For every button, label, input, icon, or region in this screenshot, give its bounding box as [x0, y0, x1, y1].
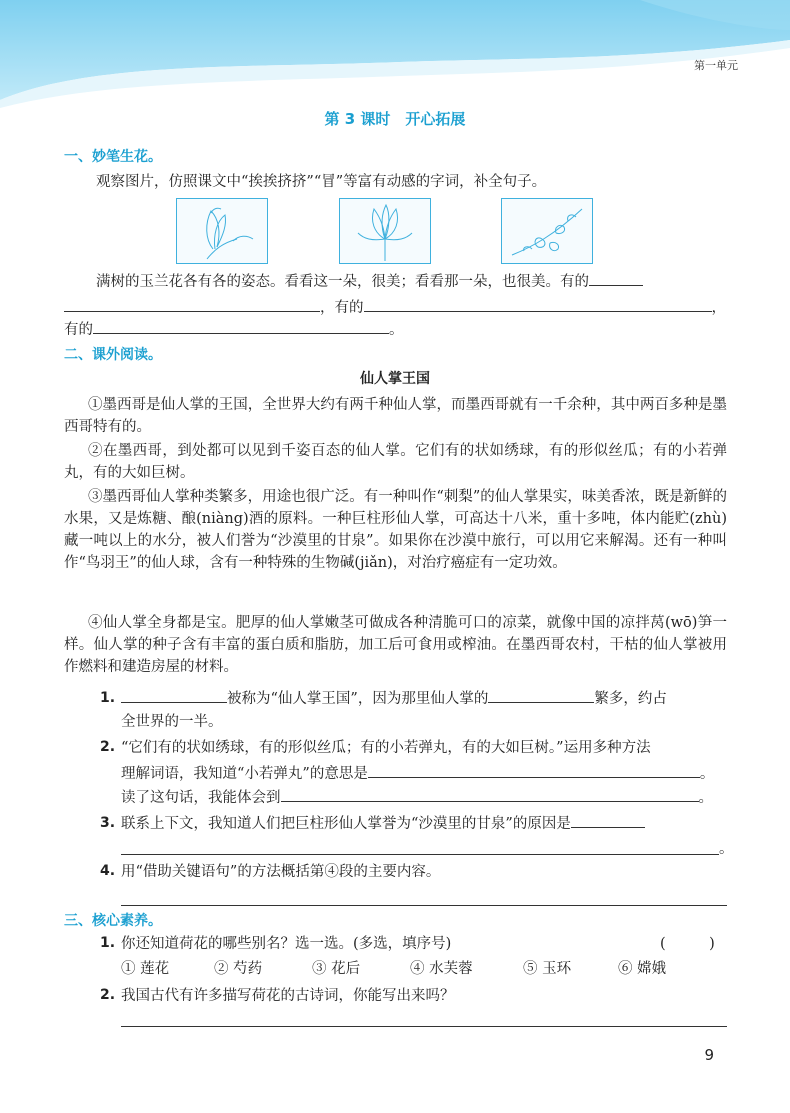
s3-q2-text: 我国古代有许多描写荷花的古诗词，你能写出来吗？	[121, 988, 455, 1004]
line3-start: 有的	[64, 322, 93, 338]
q2-line2-text: 理解词语，我知道“小若弹丸”的意思是	[121, 766, 368, 782]
magnolia-drawing-icon	[176, 198, 268, 264]
question-1	[121, 688, 667, 710]
answer-blank[interactable]	[281, 787, 699, 802]
answer-line[interactable]	[121, 1026, 727, 1027]
article-paragraph: ④仙人掌全身都是宝。肥厚的仙人掌嫩茎可做成各种清脆可口的凉菜，就像中国的凉拌莴(wō)笋一样。仙人掌的种子含有丰富的蛋白质和脂肪，加工后可食用或榨油。在墨西哥农村，干枯的仙人掌被用作燃料和建造房屋的材料。	[64, 615, 727, 675]
q2-line3-text: 读了这句话，我能体会到	[121, 790, 281, 806]
option-item: ⑤ 玉环	[523, 961, 572, 977]
magnolia-drawing-icon	[501, 198, 593, 264]
option-item: ⑥ 嫦娥	[618, 961, 667, 977]
answer-blank[interactable]	[488, 688, 594, 703]
answer-blank[interactable]	[64, 297, 320, 312]
answer-blank[interactable]	[121, 688, 227, 703]
question-number: 4.	[100, 863, 116, 879]
question-number: 2.	[100, 987, 116, 1003]
option-item: ② 芍药	[214, 961, 263, 977]
period: 。	[699, 766, 715, 782]
section1-line3	[64, 319, 404, 341]
q2-line3	[121, 787, 713, 809]
q3-text: 联系上下文，我知道人们把巨柱形仙人掌誉为“沙漠里的甘泉”的原因是	[121, 816, 571, 832]
option-item: ① 莲花	[121, 961, 170, 977]
question-number: 1.	[100, 935, 116, 951]
period: 。	[698, 790, 713, 806]
article-paragraph: ②在墨西哥，到处都可以见到千姿百态的仙人掌。它们有的状如绣球，有的形似丝瓜；有的小若弹丸，有的大如巨树。	[64, 443, 727, 481]
header-banner	[0, 0, 790, 110]
section1-line2	[64, 297, 726, 319]
answer-bracket[interactable]: ( )	[660, 936, 715, 952]
period: 。	[719, 841, 734, 857]
question-number: 3.	[100, 815, 116, 831]
q1-part2: 繁多，约占	[594, 691, 667, 707]
article-paragraph: ①墨西哥是仙人掌的王国，全世界大约有两千种仙人掌，而墨西哥就有一千余种，其中两百多种是墨西哥特有的。	[64, 397, 727, 435]
page-number: 9	[704, 1046, 714, 1064]
question-number: 1.	[100, 690, 116, 706]
answer-blank[interactable]	[589, 271, 643, 286]
q3-line1	[121, 813, 645, 835]
s3-q1-text: 你还知道荷花的哪些别名？选一选。(多选，填序号)	[121, 936, 452, 952]
period: 。	[389, 322, 404, 338]
lesson-title: 第 3 课时 开心拓展	[324, 110, 466, 128]
answer-blank[interactable]	[364, 297, 712, 312]
q2-line2	[121, 763, 714, 785]
answer-blank[interactable]	[368, 763, 700, 778]
unit-label: 第一单元	[694, 59, 738, 72]
question-number: 2.	[100, 739, 116, 755]
answer-line[interactable]	[121, 854, 719, 855]
sentence-start: 满树的玉兰花各有各的姿态。看看这一朵，很美；看看那一朵，也很美。有的	[96, 274, 589, 290]
section3-heading: 三、核心素养。	[64, 913, 162, 929]
section1-heading: 一、妙笔生花。	[64, 149, 162, 165]
option-item: ④ 水芙蓉	[410, 961, 473, 977]
option-item: ③ 花后	[312, 961, 361, 977]
magnolia-drawing-icon	[339, 198, 431, 264]
section2-heading: 二、课外阅读。	[64, 347, 162, 363]
q1-line2: 全世界的一半。	[121, 714, 223, 730]
answer-line[interactable]	[121, 905, 727, 906]
answer-blank[interactable]	[93, 319, 389, 334]
article-title: 仙人掌王国	[360, 371, 430, 387]
q4-line1: 用“借助关键语句”的方法概括第④段的主要内容。	[121, 864, 441, 880]
article-paragraph: ③墨西哥仙人掌种类繁多，用途也很广泛。有一种叫作“刺梨”的仙人掌果实，味美香浓，既是新鲜的水果，又是炼糖、酿(niàng)酒的原料。一种巨柱形仙人掌，可高达十八米，重十多吨，体内能贮(zhù)藏一吨以上的水分，被人们誉为“沙漠里的甘泉”。如果你在沙漠中旅行，可以用它来解渴。还有一种叫作“鸟羽王”的仙人球，含有一种特殊的生物碱(jiǎn)，对治疗癌症有一定功效。	[64, 489, 727, 571]
q1-part1: 被称为“仙人掌王国”，因为那里仙人掌的	[227, 691, 489, 707]
answer-blank[interactable]	[571, 813, 645, 828]
q2-line1: “它们有的状如绣球，有的形似丝瓜；有的小若弹丸，有的大如巨树。”运用多种方法	[121, 740, 651, 756]
sentence-mid: ，有的	[320, 300, 364, 316]
section1-sentence	[96, 271, 643, 293]
comma: ，	[711, 300, 726, 316]
section1-instruction: 观察图片，仿照课文中“挨挨挤挤”“冒”等富有动感的字词，补全句子。	[96, 174, 547, 190]
